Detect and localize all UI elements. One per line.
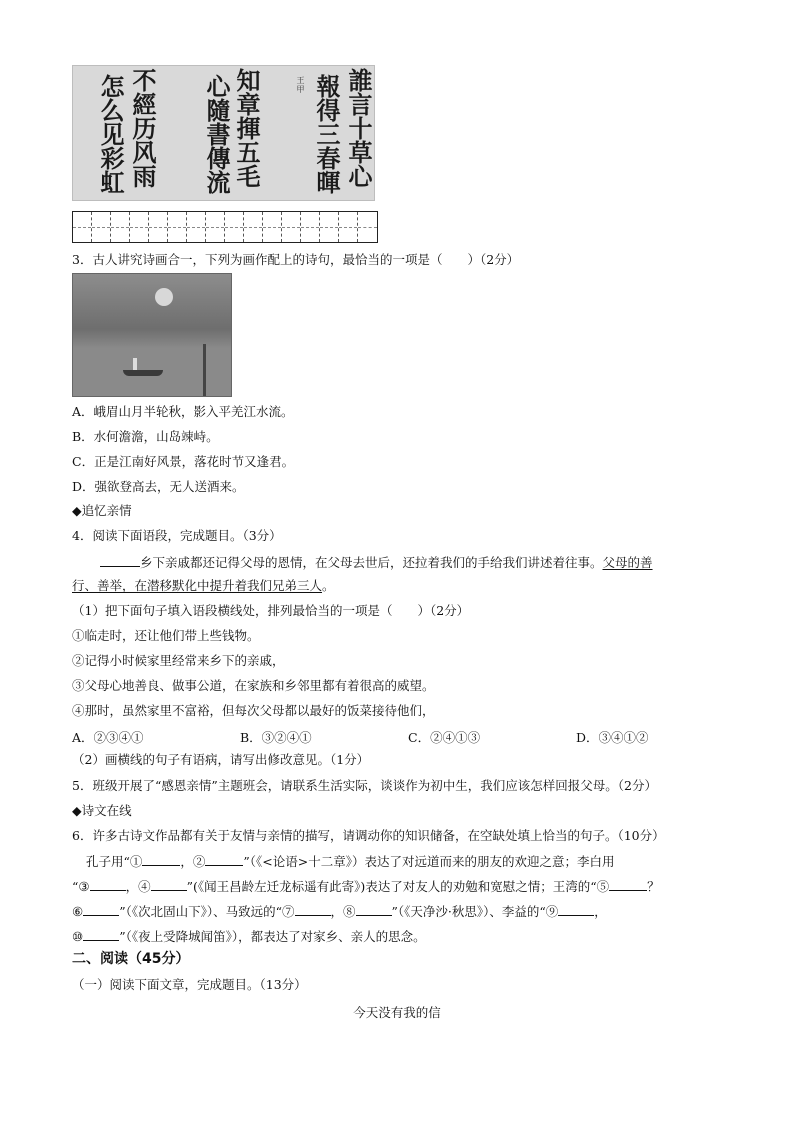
reading-1-instruction: （一）阅读下面文章，完成题目。（13分） [72, 977, 307, 992]
article-title: 今天没有我的信 [353, 1005, 441, 1020]
calligraphy-col-4: 心隨書傳流 [202, 74, 231, 194]
answer-blank[interactable] [142, 853, 180, 866]
calligraphy-col-6: 怎么见彩虹 [96, 74, 125, 194]
q3-option-b: B．水何澹澹，山岛竦峙。 [72, 429, 219, 444]
q6-line2: “③ ，④ ”(《闻王昌龄左迁龙标遥有此寄》)表达了对友人的劝勉和宽慰之情；王湾的“⑤ ？ [72, 879, 660, 894]
q4-choice-b: B．③②④① [240, 730, 312, 745]
calligraphy-col-5: 不經历风雨 [128, 68, 157, 188]
q4-sentence-1: ①临走时，还让他们带上些钱物。 [72, 628, 260, 643]
q4-paragraph-line2: 行、善举，在潜移默化中提升着我们兄弟三人。 [72, 578, 335, 593]
answer-blank[interactable] [83, 903, 119, 916]
q6-line1: 孔子用“① ，② ”（《<论语>十二章》）表达了对远道而来的朋友的欢迎之意；李白用 [86, 854, 615, 869]
q4-choice-c: C．②④①③ [408, 730, 481, 745]
q4-choice-d: D．③④①② [576, 730, 649, 745]
q4-paragraph-line1: 乡下亲戚都还记得父母的恩情，在父母去世后，还拉着我们的手给我们讲述着往事。父母的善 [100, 554, 653, 571]
answer-blank[interactable] [151, 878, 187, 891]
calligraphy-col-1: 誰言十草心 [344, 68, 373, 188]
q4-sentence-2: ②记得小时候家里经常来乡下的亲戚， [72, 653, 285, 668]
answer-blank[interactable] [558, 903, 594, 916]
landscape-painting [72, 273, 232, 397]
answer-blank[interactable] [83, 928, 119, 941]
q4-sentence-4: ④那时，虽然家里不富裕，但每次父母都以最好的饭菜接待他们， [72, 703, 435, 718]
q3-option-d: D．强欲登高去，无人送酒来。 [72, 479, 245, 494]
answer-blank[interactable] [295, 903, 331, 916]
section-zhuiyi: ◆追忆亲情 [72, 503, 132, 518]
question-6-stem: 6．许多古诗文作品都有关于友情与亲情的描写，请调动你的知识储备，在空缺处填上恰当的句子。（10分） [72, 828, 665, 843]
answer-blank[interactable] [356, 903, 392, 916]
question-4-stem: 4．阅读下面语段，完成题目。（3分） [72, 528, 282, 543]
answer-blank[interactable] [609, 878, 647, 891]
answer-blank[interactable] [90, 878, 126, 891]
calligraphy-col-3: 知章揮五毛 [232, 68, 261, 188]
question-3-stem: 3．古人讲究诗画合一，下列为画作配上的诗句，最恰当的一项是（ ）（2分） [72, 252, 520, 267]
question-5: 5．班级开展了“感恩亲情”主题班会，请联系生活实际，谈谈作为初中生，我们应该怎样回报父母。（2分） [72, 778, 657, 793]
section-2-heading: 二、阅读（45分） [72, 951, 190, 967]
q4-sub2: （2）画横线的句子有语病，请写出修改意见。（1分） [72, 752, 370, 767]
q4-sub1: （1）把下面句子填入语段横线处，排列最恰当的一项是（ ）（2分） [72, 603, 470, 618]
answer-blank[interactable] [205, 853, 243, 866]
q4-choice-a: A．②③④① [72, 730, 144, 745]
q3-option-c: C．正是江南好风景，落花时节又逢君。 [72, 454, 295, 469]
calligraphy-col-2: 報得三春暉 [312, 74, 341, 194]
calligraphy-seal-text: 王甲 [296, 76, 305, 94]
writing-grid [72, 211, 378, 243]
answer-blank[interactable] [100, 554, 140, 567]
q6-line4: ⑩ ”（《夜上受降城闻笛》），都表达了对家乡、亲人的思念。 [72, 929, 426, 944]
q3-option-a: A．峨眉山月半轮秋，影入平羌江水流。 [72, 404, 294, 419]
section-shiwen: ◆诗文在线 [72, 803, 132, 818]
q6-line3: ⑥ ”（《次北固山下》）、马致远的“⑦ ，⑧ ”（《天净沙·秋思》）、李益的“⑨ ， [72, 904, 607, 919]
calligraphy-panel [72, 65, 375, 201]
q4-sentence-3: ③父母心地善良、做事公道，在家族和乡邻里都有着很高的威望。 [72, 678, 435, 693]
